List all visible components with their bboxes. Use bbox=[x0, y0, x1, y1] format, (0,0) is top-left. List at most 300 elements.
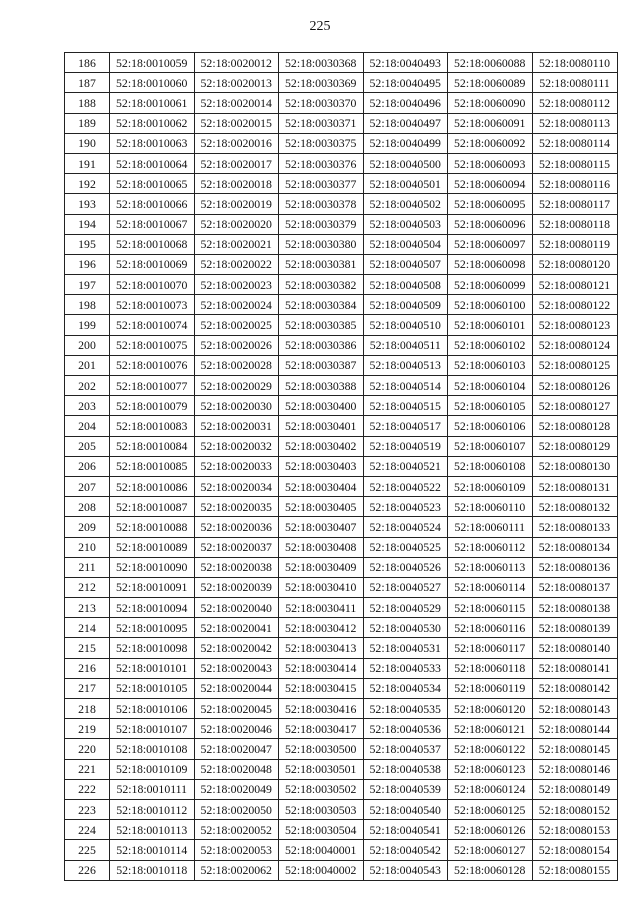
cadastral-number-cell: 52:18:0010112 bbox=[110, 799, 195, 819]
cadastral-number-cell: 52:18:0080132 bbox=[532, 497, 617, 517]
cadastral-number-cell: 52:18:0010090 bbox=[110, 557, 195, 577]
row-number-cell: 209 bbox=[65, 517, 110, 537]
cadastral-number-cell: 52:18:0010077 bbox=[110, 376, 195, 396]
row-number-cell: 214 bbox=[65, 618, 110, 638]
cadastral-number-cell: 52:18:0060091 bbox=[448, 113, 533, 133]
cadastral-number-cell: 52:18:0060089 bbox=[448, 73, 533, 93]
cadastral-number-cell: 52:18:0060106 bbox=[448, 416, 533, 436]
cadastral-number-cell: 52:18:0080122 bbox=[532, 295, 617, 315]
table-row bbox=[65, 234, 618, 254]
cadastral-number-cell: 52:18:0080111 bbox=[532, 73, 617, 93]
cadastral-number-cell: 52:18:0020045 bbox=[194, 699, 279, 719]
cadastral-number-cell: 52:18:0010074 bbox=[110, 315, 195, 335]
cadastral-number-cell: 52:18:0040002 bbox=[279, 860, 364, 880]
cadastral-number-cell: 52:18:0020042 bbox=[194, 638, 279, 658]
cadastral-number-cell: 52:18:0040521 bbox=[363, 456, 448, 476]
cadastral-number-cell: 52:18:0030415 bbox=[279, 678, 364, 698]
page-number: 225 bbox=[309, 19, 331, 34]
cadastral-number-cell: 52:18:0040543 bbox=[363, 860, 448, 880]
cadastral-number-cell: 52:18:0080114 bbox=[532, 133, 617, 153]
cadastral-number-cell: 52:18:0060126 bbox=[448, 820, 533, 840]
table-row bbox=[65, 73, 618, 93]
row-number-cell: 216 bbox=[65, 658, 110, 678]
cadastral-number-cell: 52:18:0060112 bbox=[448, 537, 533, 557]
cadastral-number-cell: 52:18:0040517 bbox=[363, 416, 448, 436]
table-row bbox=[65, 557, 618, 577]
cadastral-number-cell: 52:18:0040513 bbox=[363, 355, 448, 375]
cadastral-number-cell: 52:18:0010076 bbox=[110, 355, 195, 375]
table-row bbox=[65, 315, 618, 335]
cadastral-number-cell: 52:18:0020028 bbox=[194, 355, 279, 375]
cadastral-number-cell: 52:18:0010075 bbox=[110, 335, 195, 355]
cadastral-number-cell: 52:18:0020062 bbox=[194, 860, 279, 880]
cadastral-number-cell: 52:18:0030386 bbox=[279, 335, 364, 355]
cadastral-number-cell: 52:18:0010073 bbox=[110, 295, 195, 315]
cadastral-number-cell: 52:18:0030375 bbox=[279, 133, 364, 153]
row-number-cell: 187 bbox=[65, 73, 110, 93]
cadastral-number-cell: 52:18:0030387 bbox=[279, 355, 364, 375]
cadastral-number-cell: 52:18:0020035 bbox=[194, 497, 279, 517]
cadastral-number-cell: 52:18:0060095 bbox=[448, 194, 533, 214]
cadastral-number-cell: 52:18:0020032 bbox=[194, 436, 279, 456]
cadastral-number-cell: 52:18:0010079 bbox=[110, 396, 195, 416]
cadastral-number-cell: 52:18:0040519 bbox=[363, 436, 448, 456]
cadastral-number-cell: 52:18:0060118 bbox=[448, 658, 533, 678]
cadastral-number-cell: 52:18:0020021 bbox=[194, 234, 279, 254]
cadastral-number-cell: 52:18:0020038 bbox=[194, 557, 279, 577]
cadastral-number-cell: 52:18:0010070 bbox=[110, 275, 195, 295]
cadastral-number-cell: 52:18:0080133 bbox=[532, 517, 617, 537]
cadastral-number-cell: 52:18:0030376 bbox=[279, 153, 364, 173]
table-row bbox=[65, 699, 618, 719]
cadastral-number-cell: 52:18:0020014 bbox=[194, 93, 279, 113]
cadastral-number-cell: 52:18:0060119 bbox=[448, 678, 533, 698]
cadastral-number-cell: 52:18:0080141 bbox=[532, 658, 617, 678]
row-number-cell: 198 bbox=[65, 295, 110, 315]
cadastral-number-cell: 52:18:0010063 bbox=[110, 133, 195, 153]
cadastral-number-cell: 52:18:0010085 bbox=[110, 456, 195, 476]
table-row bbox=[65, 93, 618, 113]
row-number-cell: 195 bbox=[65, 234, 110, 254]
cadastral-number-cell: 52:18:0030371 bbox=[279, 113, 364, 133]
cadastral-number-cell: 52:18:0020030 bbox=[194, 396, 279, 416]
row-number-cell: 189 bbox=[65, 113, 110, 133]
row-number-cell: 217 bbox=[65, 678, 110, 698]
cadastral-number-cell: 52:18:0030369 bbox=[279, 73, 364, 93]
cadastral-number-cell: 52:18:0010086 bbox=[110, 476, 195, 496]
cadastral-number-cell: 52:18:0040533 bbox=[363, 658, 448, 678]
cadastral-number-cell: 52:18:0040493 bbox=[363, 53, 448, 73]
cadastral-number-cell: 52:18:0010064 bbox=[110, 153, 195, 173]
row-number-cell: 226 bbox=[65, 860, 110, 880]
row-number-cell: 221 bbox=[65, 759, 110, 779]
cadastral-number-cell: 52:18:0040515 bbox=[363, 396, 448, 416]
cadastral-number-cell: 52:18:0060123 bbox=[448, 759, 533, 779]
cadastral-number-cell: 52:18:0060108 bbox=[448, 456, 533, 476]
table-row bbox=[65, 759, 618, 779]
cadastral-number-table bbox=[64, 52, 618, 881]
cadastral-number-cell: 52:18:0040539 bbox=[363, 779, 448, 799]
table-row bbox=[65, 53, 618, 73]
cadastral-number-cell: 52:18:0030379 bbox=[279, 214, 364, 234]
cadastral-number-cell: 52:18:0040510 bbox=[363, 315, 448, 335]
cadastral-number-cell: 52:18:0040496 bbox=[363, 93, 448, 113]
cadastral-number-cell: 52:18:0020041 bbox=[194, 618, 279, 638]
cadastral-number-cell: 52:18:0010059 bbox=[110, 53, 195, 73]
row-number-cell: 193 bbox=[65, 194, 110, 214]
cadastral-number-cell: 52:18:0040497 bbox=[363, 113, 448, 133]
cadastral-number-cell: 52:18:0060115 bbox=[448, 598, 533, 618]
cadastral-number-cell: 52:18:0030384 bbox=[279, 295, 364, 315]
cadastral-number-cell: 52:18:0080116 bbox=[532, 174, 617, 194]
row-number-cell: 224 bbox=[65, 820, 110, 840]
cadastral-number-cell: 52:18:0040504 bbox=[363, 234, 448, 254]
table-row bbox=[65, 476, 618, 496]
cadastral-number-cell: 52:18:0020034 bbox=[194, 476, 279, 496]
cadastral-number-cell: 52:18:0060088 bbox=[448, 53, 533, 73]
cadastral-number-cell: 52:18:0080126 bbox=[532, 376, 617, 396]
table-row bbox=[65, 416, 618, 436]
cadastral-number-cell: 52:18:0010108 bbox=[110, 739, 195, 759]
cadastral-number-cell: 52:18:0020016 bbox=[194, 133, 279, 153]
cadastral-number-cell: 52:18:0040508 bbox=[363, 275, 448, 295]
cadastral-number-cell: 52:18:0060107 bbox=[448, 436, 533, 456]
cadastral-number-cell: 52:18:0080121 bbox=[532, 275, 617, 295]
row-number-cell: 200 bbox=[65, 335, 110, 355]
cadastral-number-cell: 52:18:0010084 bbox=[110, 436, 195, 456]
table-body bbox=[65, 53, 618, 881]
cadastral-number-cell: 52:18:0080125 bbox=[532, 355, 617, 375]
table-row bbox=[65, 638, 618, 658]
cadastral-number-cell: 52:18:0060110 bbox=[448, 497, 533, 517]
row-number-cell: 201 bbox=[65, 355, 110, 375]
row-number-cell: 203 bbox=[65, 396, 110, 416]
cadastral-number-cell: 52:18:0010088 bbox=[110, 517, 195, 537]
row-number-cell: 202 bbox=[65, 376, 110, 396]
cadastral-number-cell: 52:18:0040535 bbox=[363, 699, 448, 719]
cadastral-number-cell: 52:18:0010111 bbox=[110, 779, 195, 799]
cadastral-number-cell: 52:18:0060128 bbox=[448, 860, 533, 880]
cadastral-number-cell: 52:18:0020019 bbox=[194, 194, 279, 214]
table-row bbox=[65, 537, 618, 557]
cadastral-number-cell: 52:18:0030503 bbox=[279, 799, 364, 819]
cadastral-number-cell: 52:18:0020023 bbox=[194, 275, 279, 295]
cadastral-number-cell: 52:18:0040536 bbox=[363, 719, 448, 739]
cadastral-number-cell: 52:18:0020026 bbox=[194, 335, 279, 355]
cadastral-number-cell: 52:18:0040538 bbox=[363, 759, 448, 779]
table-row bbox=[65, 436, 618, 456]
cadastral-number-cell: 52:18:0060114 bbox=[448, 577, 533, 597]
cadastral-number-cell: 52:18:0040529 bbox=[363, 598, 448, 618]
cadastral-number-cell: 52:18:0080138 bbox=[532, 598, 617, 618]
cadastral-number-cell: 52:18:0030408 bbox=[279, 537, 364, 557]
table-row bbox=[65, 577, 618, 597]
cadastral-number-cell: 52:18:0060121 bbox=[448, 719, 533, 739]
cadastral-number-cell: 52:18:0020050 bbox=[194, 799, 279, 819]
cadastral-number-cell: 52:18:0040541 bbox=[363, 820, 448, 840]
cadastral-number-cell: 52:18:0040526 bbox=[363, 557, 448, 577]
cadastral-number-cell: 52:18:0010065 bbox=[110, 174, 195, 194]
cadastral-number-cell: 52:18:0020039 bbox=[194, 577, 279, 597]
cadastral-number-cell: 52:18:0020049 bbox=[194, 779, 279, 799]
row-number-cell: 223 bbox=[65, 799, 110, 819]
cadastral-number-cell: 52:18:0020040 bbox=[194, 598, 279, 618]
cadastral-number-cell: 52:18:0080119 bbox=[532, 234, 617, 254]
cadastral-number-cell: 52:18:0030416 bbox=[279, 699, 364, 719]
table-row bbox=[65, 678, 618, 698]
cadastral-number-cell: 52:18:0080120 bbox=[532, 254, 617, 274]
row-number-cell: 219 bbox=[65, 719, 110, 739]
table-row bbox=[65, 799, 618, 819]
table-row bbox=[65, 658, 618, 678]
cadastral-number-cell: 52:18:0040527 bbox=[363, 577, 448, 597]
cadastral-number-cell: 52:18:0080143 bbox=[532, 699, 617, 719]
cadastral-number-cell: 52:18:0080137 bbox=[532, 577, 617, 597]
cadastral-number-cell: 52:18:0030409 bbox=[279, 557, 364, 577]
cadastral-number-cell: 52:18:0080118 bbox=[532, 214, 617, 234]
cadastral-number-cell: 52:18:0080136 bbox=[532, 557, 617, 577]
row-number-cell: 212 bbox=[65, 577, 110, 597]
cadastral-number-cell: 52:18:0040514 bbox=[363, 376, 448, 396]
cadastral-number-cell: 52:18:0010060 bbox=[110, 73, 195, 93]
cadastral-number-cell: 52:18:0080124 bbox=[532, 335, 617, 355]
table-row bbox=[65, 820, 618, 840]
cadastral-number-cell: 52:18:0020053 bbox=[194, 840, 279, 860]
cadastral-number-cell: 52:18:0060120 bbox=[448, 699, 533, 719]
cadastral-number-cell: 52:18:0020033 bbox=[194, 456, 279, 476]
table-row bbox=[65, 456, 618, 476]
cadastral-number-cell: 52:18:0010105 bbox=[110, 678, 195, 698]
cadastral-number-cell: 52:18:0060092 bbox=[448, 133, 533, 153]
cadastral-number-cell: 52:18:0020029 bbox=[194, 376, 279, 396]
cadastral-number-cell: 52:18:0080115 bbox=[532, 153, 617, 173]
row-number-cell: 186 bbox=[65, 53, 110, 73]
cadastral-number-cell: 52:18:0030388 bbox=[279, 376, 364, 396]
cadastral-number-cell: 52:18:0080153 bbox=[532, 820, 617, 840]
cadastral-number-cell: 52:18:0060103 bbox=[448, 355, 533, 375]
cadastral-number-cell: 52:18:0030378 bbox=[279, 194, 364, 214]
cadastral-number-cell: 52:18:0060099 bbox=[448, 275, 533, 295]
cadastral-number-cell: 52:18:0030500 bbox=[279, 739, 364, 759]
cadastral-number-cell: 52:18:0010098 bbox=[110, 638, 195, 658]
table-row bbox=[65, 860, 618, 880]
cadastral-number-cell: 52:18:0060100 bbox=[448, 295, 533, 315]
cadastral-number-cell: 52:18:0020017 bbox=[194, 153, 279, 173]
cadastral-number-cell: 52:18:0080117 bbox=[532, 194, 617, 214]
cadastral-number-cell: 52:18:0030403 bbox=[279, 456, 364, 476]
cadastral-number-cell: 52:18:0030381 bbox=[279, 254, 364, 274]
cadastral-number-cell: 52:18:0030504 bbox=[279, 820, 364, 840]
cadastral-number-cell: 52:18:0060111 bbox=[448, 517, 533, 537]
cadastral-number-cell: 52:18:0010106 bbox=[110, 699, 195, 719]
cadastral-number-cell: 52:18:0030380 bbox=[279, 234, 364, 254]
table-row bbox=[65, 113, 618, 133]
cadastral-number-cell: 52:18:0060117 bbox=[448, 638, 533, 658]
cadastral-number-cell: 52:18:0040537 bbox=[363, 739, 448, 759]
cadastral-number-cell: 52:18:0020036 bbox=[194, 517, 279, 537]
table-row bbox=[65, 719, 618, 739]
cadastral-number-cell: 52:18:0040525 bbox=[363, 537, 448, 557]
table-row bbox=[65, 174, 618, 194]
cadastral-number-cell: 52:18:0020052 bbox=[194, 820, 279, 840]
cadastral-number-cell: 52:18:0040534 bbox=[363, 678, 448, 698]
cadastral-number-cell: 52:18:0040502 bbox=[363, 194, 448, 214]
row-number-cell: 225 bbox=[65, 840, 110, 860]
cadastral-number-cell: 52:18:0060098 bbox=[448, 254, 533, 274]
cadastral-number-cell: 52:18:0030404 bbox=[279, 476, 364, 496]
cadastral-number-cell: 52:18:0030400 bbox=[279, 396, 364, 416]
table-row bbox=[65, 779, 618, 799]
cadastral-number-cell: 52:18:0020020 bbox=[194, 214, 279, 234]
row-number-cell: 205 bbox=[65, 436, 110, 456]
table-row bbox=[65, 275, 618, 295]
cadastral-number-cell: 52:18:0040530 bbox=[363, 618, 448, 638]
cadastral-number-cell: 52:18:0010062 bbox=[110, 113, 195, 133]
cadastral-number-cell: 52:18:0030411 bbox=[279, 598, 364, 618]
cadastral-number-cell: 52:18:0060105 bbox=[448, 396, 533, 416]
cadastral-number-cell: 52:18:0060097 bbox=[448, 234, 533, 254]
cadastral-number-cell: 52:18:0040522 bbox=[363, 476, 448, 496]
cadastral-number-cell: 52:18:0080145 bbox=[532, 739, 617, 759]
cadastral-number-cell: 52:18:0030501 bbox=[279, 759, 364, 779]
cadastral-number-cell: 52:18:0060104 bbox=[448, 376, 533, 396]
cadastral-number-cell: 52:18:0010094 bbox=[110, 598, 195, 618]
row-number-cell: 211 bbox=[65, 557, 110, 577]
cadastral-number-cell: 52:18:0020018 bbox=[194, 174, 279, 194]
cadastral-number-cell: 52:18:0040495 bbox=[363, 73, 448, 93]
cadastral-number-cell: 52:18:0020031 bbox=[194, 416, 279, 436]
cadastral-number-cell: 52:18:0020025 bbox=[194, 315, 279, 335]
row-number-cell: 215 bbox=[65, 638, 110, 658]
cadastral-number-cell: 52:18:0020044 bbox=[194, 678, 279, 698]
cadastral-number-cell: 52:18:0020037 bbox=[194, 537, 279, 557]
cadastral-number-cell: 52:18:0040509 bbox=[363, 295, 448, 315]
cadastral-number-cell: 52:18:0080155 bbox=[532, 860, 617, 880]
cadastral-number-cell: 52:18:0030401 bbox=[279, 416, 364, 436]
table-row bbox=[65, 153, 618, 173]
cadastral-number-cell: 52:18:0080127 bbox=[532, 396, 617, 416]
cadastral-number-cell: 52:18:0010087 bbox=[110, 497, 195, 517]
cadastral-number-cell: 52:18:0040503 bbox=[363, 214, 448, 234]
cadastral-number-cell: 52:18:0060125 bbox=[448, 799, 533, 819]
cadastral-number-cell: 52:18:0030370 bbox=[279, 93, 364, 113]
cadastral-number-cell: 52:18:0060101 bbox=[448, 315, 533, 335]
row-number-cell: 199 bbox=[65, 315, 110, 335]
cadastral-number-cell: 52:18:0040507 bbox=[363, 254, 448, 274]
cadastral-number-cell: 52:18:0020022 bbox=[194, 254, 279, 274]
table-row bbox=[65, 396, 618, 416]
cadastral-number-cell: 52:18:0060124 bbox=[448, 779, 533, 799]
row-number-cell: 188 bbox=[65, 93, 110, 113]
table-row bbox=[65, 295, 618, 315]
cadastral-number-cell: 52:18:0020015 bbox=[194, 113, 279, 133]
cadastral-number-cell: 52:18:0040511 bbox=[363, 335, 448, 355]
cadastral-number-cell: 52:18:0010118 bbox=[110, 860, 195, 880]
cadastral-number-cell: 52:18:0010107 bbox=[110, 719, 195, 739]
row-number-cell: 218 bbox=[65, 699, 110, 719]
row-number-cell: 213 bbox=[65, 598, 110, 618]
row-number-cell: 191 bbox=[65, 153, 110, 173]
cadastral-number-cell: 52:18:0020043 bbox=[194, 658, 279, 678]
table-row bbox=[65, 194, 618, 214]
cadastral-number-cell: 52:18:0040523 bbox=[363, 497, 448, 517]
cadastral-number-cell: 52:18:0030382 bbox=[279, 275, 364, 295]
cadastral-number-cell: 52:18:0080140 bbox=[532, 638, 617, 658]
cadastral-number-cell: 52:18:0060102 bbox=[448, 335, 533, 355]
table-row bbox=[65, 355, 618, 375]
cadastral-number-cell: 52:18:0040001 bbox=[279, 840, 364, 860]
cadastral-number-cell: 52:18:0040531 bbox=[363, 638, 448, 658]
cadastral-number-cell: 52:18:0030377 bbox=[279, 174, 364, 194]
row-number-cell: 207 bbox=[65, 476, 110, 496]
cadastral-number-cell: 52:18:0080139 bbox=[532, 618, 617, 638]
cadastral-number-cell: 52:18:0010089 bbox=[110, 537, 195, 557]
cadastral-number-cell: 52:18:0030413 bbox=[279, 638, 364, 658]
cadastral-number-cell: 52:18:0060109 bbox=[448, 476, 533, 496]
cadastral-number-cell: 52:18:0030385 bbox=[279, 315, 364, 335]
cadastral-number-cell: 52:18:0010069 bbox=[110, 254, 195, 274]
cadastral-number-cell: 52:18:0020048 bbox=[194, 759, 279, 779]
row-number-cell: 208 bbox=[65, 497, 110, 517]
table-row bbox=[65, 517, 618, 537]
cadastral-number-cell: 52:18:0030410 bbox=[279, 577, 364, 597]
cadastral-number-cell: 52:18:0020012 bbox=[194, 53, 279, 73]
table-row bbox=[65, 840, 618, 860]
cadastral-number-cell: 52:18:0030405 bbox=[279, 497, 364, 517]
cadastral-number-cell: 52:18:0020013 bbox=[194, 73, 279, 93]
row-number-cell: 222 bbox=[65, 779, 110, 799]
cadastral-number-cell: 52:18:0080152 bbox=[532, 799, 617, 819]
cadastral-number-cell: 52:18:0010068 bbox=[110, 234, 195, 254]
cadastral-number-cell: 52:18:0010067 bbox=[110, 214, 195, 234]
cadastral-number-cell: 52:18:0060093 bbox=[448, 153, 533, 173]
row-number-cell: 197 bbox=[65, 275, 110, 295]
row-number-cell: 210 bbox=[65, 537, 110, 557]
cadastral-number-cell: 52:18:0080144 bbox=[532, 719, 617, 739]
cadastral-number-cell: 52:18:0030412 bbox=[279, 618, 364, 638]
cadastral-number-cell: 52:18:0010066 bbox=[110, 194, 195, 214]
cadastral-number-cell: 52:18:0040500 bbox=[363, 153, 448, 173]
cadastral-number-cell: 52:18:0010061 bbox=[110, 93, 195, 113]
cadastral-number-cell: 52:18:0080131 bbox=[532, 476, 617, 496]
cadastral-number-cell: 52:18:0010091 bbox=[110, 577, 195, 597]
cadastral-number-cell: 52:18:0030417 bbox=[279, 719, 364, 739]
cadastral-number-cell: 52:18:0040542 bbox=[363, 840, 448, 860]
table-row bbox=[65, 335, 618, 355]
row-number-cell: 194 bbox=[65, 214, 110, 234]
cadastral-number-cell: 52:18:0080134 bbox=[532, 537, 617, 557]
cadastral-number-cell: 52:18:0080113 bbox=[532, 113, 617, 133]
table-row bbox=[65, 254, 618, 274]
cadastral-number-cell: 52:18:0010083 bbox=[110, 416, 195, 436]
cadastral-number-cell: 52:18:0010113 bbox=[110, 820, 195, 840]
cadastral-number-cell: 52:18:0080128 bbox=[532, 416, 617, 436]
cadastral-number-cell: 52:18:0010095 bbox=[110, 618, 195, 638]
table-row bbox=[65, 739, 618, 759]
row-number-cell: 192 bbox=[65, 174, 110, 194]
cadastral-number-cell: 52:18:0010109 bbox=[110, 759, 195, 779]
table-row bbox=[65, 133, 618, 153]
table-row bbox=[65, 618, 618, 638]
cadastral-number-cell: 52:18:0030402 bbox=[279, 436, 364, 456]
cadastral-number-cell: 52:18:0040499 bbox=[363, 133, 448, 153]
row-number-cell: 204 bbox=[65, 416, 110, 436]
cadastral-number-cell: 52:18:0060113 bbox=[448, 557, 533, 577]
cadastral-number-cell: 52:18:0040524 bbox=[363, 517, 448, 537]
cadastral-number-cell: 52:18:0020047 bbox=[194, 739, 279, 759]
cadastral-number-cell: 52:18:0010114 bbox=[110, 840, 195, 860]
cadastral-number-cell: 52:18:0060116 bbox=[448, 618, 533, 638]
